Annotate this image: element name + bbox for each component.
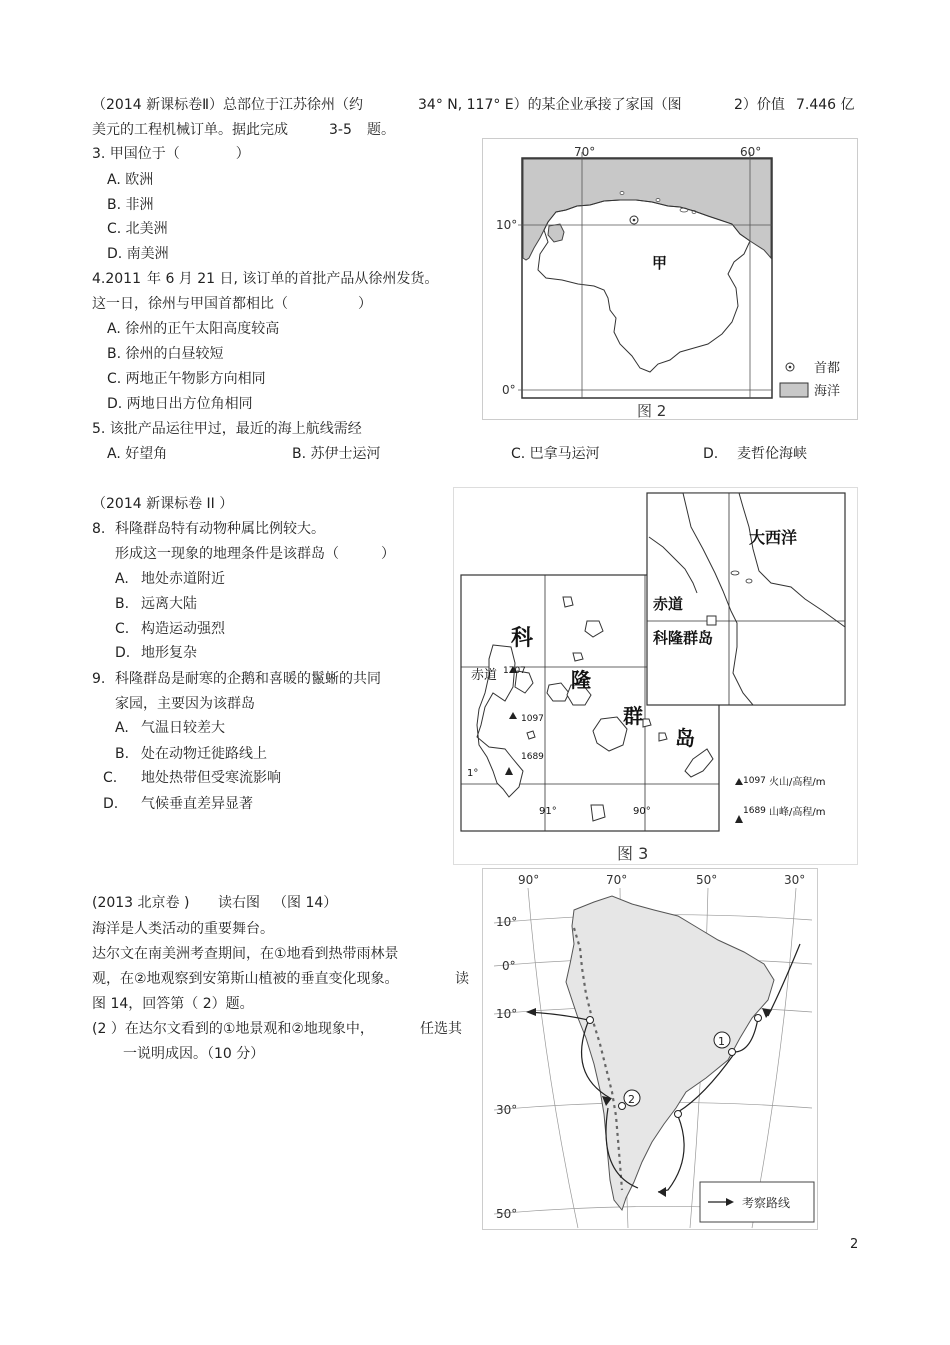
page-number: 2 — [850, 1237, 859, 1252]
question-8-number: 8. — [92, 521, 106, 537]
q5-option-b: B. 苏伊士运河 — [292, 446, 381, 462]
q1-intro-b: 34° N, 117° E）的某企业承接了家国（图 — [418, 97, 682, 113]
lon-60-label: 60° — [740, 145, 762, 159]
small-island — [527, 731, 535, 739]
label-long: 隆 — [571, 668, 591, 692]
question-9-line2: 家园，主要因为该群岛 — [115, 696, 255, 712]
legend-ocean-label: 海洋 — [814, 384, 841, 399]
site-1-label: 1 — [718, 1035, 725, 1048]
q3-option-b: B. 非洲 — [107, 197, 154, 213]
q3-line-4-tail: 读 — [455, 971, 469, 987]
lon-90-label: 90° — [633, 806, 651, 817]
capital-dot — [633, 219, 636, 222]
inset-galapagos-label: 科隆群岛 — [653, 629, 714, 647]
question-4-year: 4.2011 — [92, 271, 141, 287]
legend-peak-number: 1689 — [743, 806, 766, 816]
lat-10n-label: 10° — [496, 915, 518, 929]
caribbean-island — [731, 571, 739, 575]
genovesa-island — [573, 653, 583, 661]
q3-line-4: 观，在②地观察到安第斯山植被的垂直变化现象。 — [92, 971, 399, 987]
q9-option-b-letter: B. — [115, 746, 130, 762]
stop-circle — [729, 1049, 736, 1056]
figure-14-map — [482, 868, 818, 1230]
elevation-1689: 1689 — [521, 752, 544, 762]
q9-option-a: 气温日较差大 — [141, 720, 225, 736]
island — [620, 192, 624, 195]
q4-option-b: B. 徐州的白昼较短 — [107, 346, 224, 362]
q9-option-a-letter: A. — [115, 720, 129, 736]
elevation-1707: 1707 — [503, 666, 526, 676]
q8-option-c-letter: C. — [115, 621, 130, 637]
lon-90-label: 90° — [518, 873, 540, 887]
stop-circle — [587, 1017, 594, 1024]
country-label: 甲 — [652, 254, 668, 272]
q1-intro-a: （2014 新课标卷Ⅱ）总部位于江苏徐州（约 — [92, 97, 363, 113]
question-4-line2: 这一日，徐州与甲国首都相比（ ） — [92, 296, 372, 312]
q3-option-c: C. 北美洲 — [107, 221, 168, 237]
lon-50-label: 50° — [696, 873, 718, 887]
q1-intro-e: 美元的工程机械订单。据此完成 — [92, 122, 288, 138]
label-ke: 科 — [511, 626, 534, 651]
island — [656, 199, 660, 202]
q9-option-c-letter: C. — [103, 770, 118, 786]
pinta-island — [563, 597, 573, 607]
legend-volcano-number: 1097 — [743, 776, 766, 786]
q1-intro-d: 7.446 亿 — [796, 97, 855, 113]
label-qun: 群 — [623, 704, 643, 728]
legend-capital-dot — [789, 366, 792, 369]
q2-source: （2014 新课标卷 II ） — [92, 496, 234, 512]
q3-line-6: (2 ）在达尔文看到的①地景观和②地现象中， — [92, 1021, 374, 1037]
atlantic-label: 大西洋 — [749, 528, 798, 547]
question-8: 科隆群岛特有动物种属比例较大。 — [115, 521, 325, 537]
site-2-label: 2 — [628, 1093, 635, 1106]
q8-option-a-letter: A. — [115, 571, 129, 587]
q4-option-c: C. 两地正午物影方向相同 — [107, 371, 266, 387]
q4-option-d: D. 两地日出方位角相同 — [107, 396, 253, 412]
q3-figure-ref: （图 14） — [273, 895, 338, 911]
figure-3-caption: 图 3 — [617, 844, 649, 863]
figure-2-map — [482, 138, 858, 420]
q8-option-a: 地处赤道附近 — [141, 571, 225, 587]
q8-option-d: 地形复杂 — [141, 645, 197, 661]
question-8-line2: 形成这一现象的地理条件是该群岛（ ） — [115, 546, 395, 562]
stop-circle — [755, 1015, 762, 1022]
equator-main-label: 赤道 — [471, 668, 498, 683]
q1-intro-g: 题。 — [367, 122, 395, 138]
legend-route-label: 考察路线 — [742, 1196, 791, 1210]
lon-30-label: 30° — [784, 873, 806, 887]
q8-option-c: 构造运动强烈 — [141, 621, 225, 637]
legend-peak-label: 山峰/高程/m — [769, 807, 826, 818]
lat-1-label: 1° — [467, 768, 479, 779]
legend-capital-label: 首都 — [814, 361, 841, 376]
lat-10s-label: 10° — [496, 1007, 518, 1021]
lat-50s-label: 50° — [496, 1207, 518, 1221]
figure-2-caption: 图 2 — [637, 402, 667, 420]
stop-circle — [675, 1111, 682, 1118]
q8-option-b-letter: B. — [115, 596, 130, 612]
caribbean-island — [746, 579, 752, 583]
q3-read-figure: 读右图 — [218, 895, 260, 911]
q1-intro-c: 2）价值 — [734, 97, 785, 113]
lat-10-label: 10° — [496, 218, 518, 232]
q3-line-3: 达尔文在南美洲考查期间，在①地看到热带雨林景 — [92, 946, 399, 962]
q8-option-b: 远离大陆 — [141, 596, 197, 612]
q9-option-d: 气候垂直差异显著 — [141, 796, 253, 812]
small-island — [659, 733, 667, 741]
q9-option-b: 处在动物迁徙路线上 — [141, 746, 267, 762]
inset-equator-label: 赤道 — [653, 595, 684, 613]
q5-option-a: A. 好望角 — [107, 446, 168, 462]
q3-source: (2013 北京卷 ) — [92, 895, 190, 911]
q8-option-d-letter: D. — [115, 645, 131, 661]
question-5: 5. 该批产品运往甲过，最近的海上航线需经 — [92, 421, 362, 437]
legend-volcano-label: 火山/高程/m — [769, 777, 826, 788]
question-3: 3. 甲国位于（ ） — [92, 146, 250, 162]
lat-30s-label: 30° — [496, 1103, 518, 1117]
q4-option-a: A. 徐州的正午太阳高度较高 — [107, 321, 280, 337]
q3-option-d: D. 南美洲 — [107, 246, 169, 262]
q5-option-c: C. 巴拿马运河 — [511, 446, 600, 462]
santa-fe-island — [643, 719, 651, 727]
lon-70-label: 70° — [606, 873, 628, 887]
elevation-1097: 1097 — [521, 714, 544, 724]
galapagos-locator-box — [707, 616, 716, 625]
label-dao: 岛 — [675, 726, 695, 750]
legend-ocean-swatch — [780, 383, 808, 397]
q1-intro-f: 3-5 — [329, 122, 352, 138]
q5-option-d: 麦哲伦海峡 — [737, 446, 807, 462]
question-9-number: 9. — [92, 671, 106, 687]
lon-70-label: 70° — [574, 145, 596, 159]
q3-line-5: 图 14，回答第（ 2）题。 — [92, 996, 254, 1012]
q3-line-7: 一说明成因。（10 分） — [123, 1046, 265, 1062]
question-4: 年 6 月 21 日, 该订单的首批产品从徐州发货。 — [147, 271, 439, 287]
lat-0-label: 0° — [502, 383, 516, 397]
lat-0-label: 0° — [502, 959, 516, 973]
q3-line-6-tail: 任选其 — [420, 1021, 462, 1037]
lon-91-label: 91° — [539, 806, 557, 817]
stop-circle — [619, 1103, 626, 1110]
question-9: 科隆群岛是耐寒的企鹅和喜暖的鬣蜥的共同 — [115, 671, 381, 687]
q3-option-a: A. 欧洲 — [107, 172, 154, 188]
q9-option-c: 地处热带但受寒流影响 — [141, 770, 281, 786]
q9-option-d-letter: D. — [103, 796, 119, 812]
figure-3-map — [453, 487, 858, 865]
q5-option-d-label: D. — [703, 446, 719, 462]
q3-line-2: 海洋是人类活动的重要舞台。 — [92, 921, 274, 937]
